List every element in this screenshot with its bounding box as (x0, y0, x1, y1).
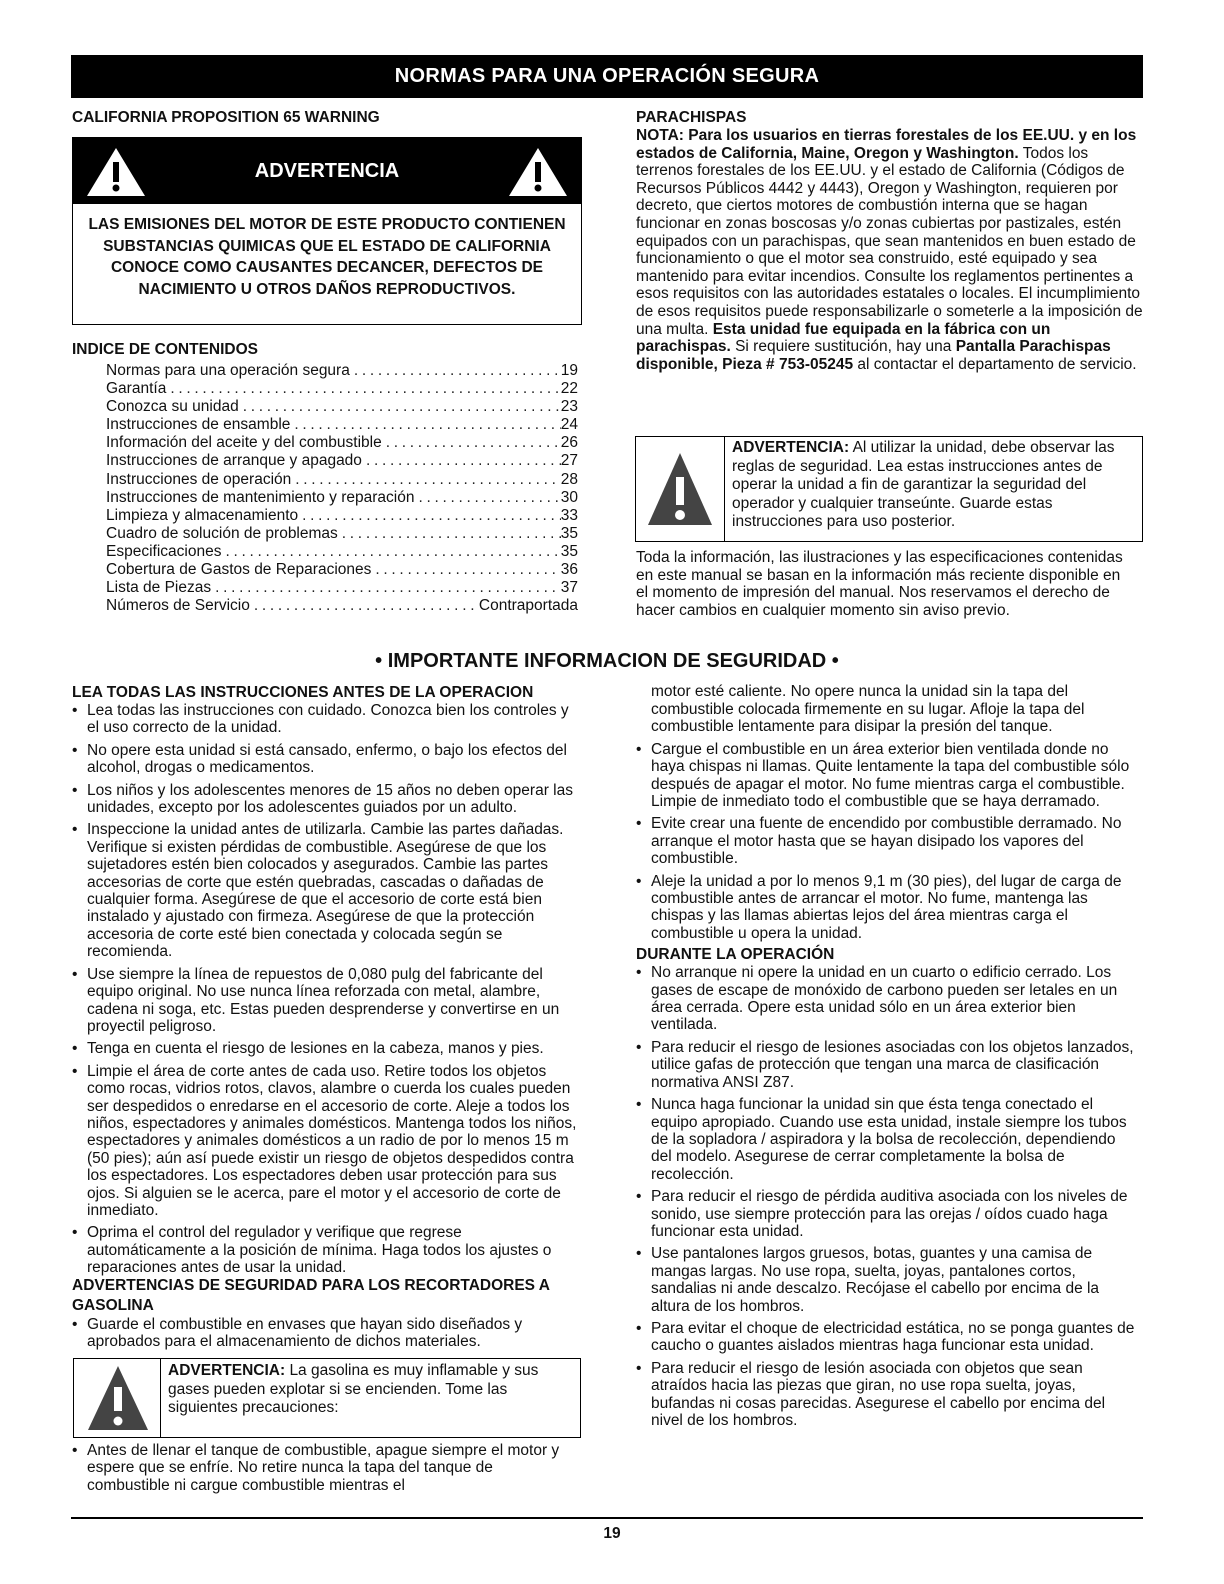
read-instructions-heading: LEA TODAS LAS INSTRUCCIONES ANTES DE LA OPERACION (72, 684, 534, 701)
list-item: • Limpie el área de corte antes de cada uso. Retire todos los objetos como rocas, vidrios rotos, clavos, alambre o cuerda los cuales pueden ser despedidos o enredarse en el accesorio de corte. Aleje a todos los niños, espectadores y animales domésticos. Mantenga todos los niños, espectadores y animales domésticos a un radio de por lo menos 15 m (50 pies); aún así puede existir un riesgo de objetos despedidos contra los espectadores. Los espectadores deben usar protección para sus ojos. Si alguien se le acerca, pare el motor y el accesorio de corte de inmediato. (72, 1063, 580, 1220)
toc-row (106, 525, 578, 543)
toc-title: Garantía (106, 380, 167, 398)
continued-text: motor esté caliente. No opere nunca la unidad sin la tapa del combustible colocada firmemente en su lugar. Afloje la tapa del combustible lentamente para disipar la presión del tanque. (651, 683, 1085, 736)
note-bold: NOTA: Para los usuarios en tierras forestales de los EE.UU. y en los estados de California, Maine, Oregon y Washington. (636, 127, 1137, 162)
toc-title: Cobertura de Gastos de Reparaciones (106, 561, 372, 579)
toc-leader (371, 561, 560, 579)
toc-page: Contraportada (478, 597, 578, 615)
toc-leader (291, 471, 560, 489)
gasoline-caution-box (73, 1358, 581, 1438)
toc-title: Información del aceite y del combustible (106, 434, 382, 452)
spark-arrester-note (636, 127, 1144, 373)
toc-page: 26 (560, 434, 578, 452)
prop65-heading: CALIFORNIA PROPOSITION 65 WARNING (72, 109, 380, 126)
list-item: • Use pantalones largos gruesos, botas, guantes y una camisa de mangas largas. No use ropa, suelta, joyas, pantalones cortos, sandalias ni ande descalzo. Recójase el cabello por encima de la altura de los hombros. (636, 1245, 1136, 1315)
list-item: • Aleje la unidad a por lo menos 9,1 m (30 pies), del lugar de carga de combustible antes de arrancar el motor. No fume, mantenga las chispas y las llamas abiertas lejos del área mientras carga el combustible u opera la unidad. (636, 873, 1136, 943)
caution-icon-cell (74, 1359, 161, 1437)
list-item: • Guarde el combustible en envases que hayan sido diseñados y aprobados para el almacenamiento de dichos materiales. (72, 1316, 580, 1351)
caution-box (635, 436, 1143, 542)
toc-row (106, 489, 578, 507)
gasoline-caution-body: La gasolina es muy inflamable y sus gases pueden explotar si se encienden. Tome las siguientes precauciones: (168, 1362, 539, 1416)
caution-text (732, 439, 1138, 532)
gasoline-list (72, 1316, 580, 1351)
toc-leader (362, 452, 561, 470)
list-item: • No opere esta unidad si está cansado, enfermo, o bajo los efectos del alcohol, drogas o medicamentos. (72, 742, 580, 777)
toc-page: 27 (560, 452, 578, 470)
footer-rule (71, 1517, 1143, 1519)
page-number: 19 (603, 1525, 621, 1542)
prop65-warning-text: LAS EMISIONES DEL MOTOR DE ESTE PRODUCTO CONTIENEN SUBSTANCIAS QUIMICAS QUE EL ESTADO DE CALIFORNIA CONOCE COMO CAUSANTES DECANCER, DEFECTOS DE NACIMIENTO U OTROS DAÑOS REPRODUCTIVOS. (88, 216, 566, 298)
toc-row (106, 398, 578, 416)
toc-page: 19 (560, 362, 578, 379)
toc-row (106, 471, 578, 489)
table-of-contents (106, 362, 578, 615)
list-item: • Lea todas las instrucciones con cuidado. Conozca bien los controles y el uso correcto de la unidad. (72, 702, 580, 737)
toc-title: Instrucciones de arranque y apagado (106, 452, 362, 470)
fueling-list (636, 741, 1136, 942)
note-bold-3: Pantalla Parachispas disponible, Pieza # 753-05245 (636, 338, 1111, 373)
disclaimer-text: Toda la información, las ilustraciones y las especificaciones contenidas en este manual se basan en la información más reciente disponible en el momento de impresión del manual. Nos reservamos el derecho de hacer cambios en cualquier momento sin aviso previo. (636, 549, 1123, 619)
caution-label: ADVERTENCIA: (732, 439, 850, 456)
list-item: • Para reducir el riesgo de lesiones asociadas con los objetos lanzados, utilice gafas de protección que tengan una marca de clasificación normativa ANSI Z87. (636, 1039, 1136, 1091)
warning-triangle-icon (507, 146, 569, 198)
toc-title: Instrucciones de operación (106, 470, 292, 488)
toc-leader (298, 507, 561, 525)
instruction-list (72, 702, 580, 1277)
toc-row (106, 452, 578, 470)
gasoline-caution-text (168, 1362, 572, 1418)
gasoline-caution-label: ADVERTENCIA: (168, 1362, 286, 1379)
toc-row (106, 434, 578, 452)
toc-leader (239, 398, 561, 416)
toc-heading: INDICE DE CONTENIDOS (72, 341, 259, 358)
list-item: • Inspeccione la unidad antes de utilizarla. Cambie las partes dañadas. Verifique si existen pérdidas de combustible. Asegúrese de que los sujetadores estén bien colocados y asegurados. Cambie las partes accesorias de corte que estén quebradas, cascadas o dañadas de cualquier forma. Asegúrese de que el accesorio de corte está bien instalado y ajustado con firmeza. Asegúrese de que la protección accesoria de corte esté bien conectada y colocada según se recomienda. (72, 821, 580, 960)
toc-page: 23 (560, 398, 578, 416)
toc-page: 24 (560, 416, 578, 434)
toc-row (106, 416, 578, 434)
toc-leader (350, 362, 561, 380)
spark-arrester-section (636, 108, 1144, 373)
toc-title: Especificaciones (106, 542, 222, 560)
during-operation-heading: DURANTE LA OPERACIÓN (636, 946, 835, 964)
toc-title: Conozca su unidad (106, 398, 239, 416)
list-item: • Evite crear una fuente de encendido por combustible derramado. No arranque el motor hasta que se hayan disipado los vapores del combustible. (636, 815, 1136, 867)
note-text-2: Si requiere sustitución, hay una (735, 338, 952, 356)
right-bottom-column (636, 683, 1136, 1434)
toc-leader (211, 579, 561, 597)
caution-icon-cell (636, 437, 725, 541)
page-banner: NORMAS PARA UNA OPERACIÓN SEGURA (71, 55, 1143, 98)
toc-leader (382, 434, 561, 452)
note-text-3: al contactar el departamento de servicio. (857, 355, 1137, 373)
toc-title: Lista de Piezas (106, 579, 212, 597)
list-item: • Antes de llenar el tanque de combustible, apague siempre el motor y espere que se enfríe. No retire nunca la tapa del tanque de combustible ni cargue combustible mientras el (72, 1442, 572, 1494)
gasoline-heading: ADVERTENCIAS DE SEGURIDAD PARA LOS RECORTADORES A GASOLINA (72, 1276, 550, 1314)
toc-row (106, 579, 578, 597)
toc-leader (221, 543, 560, 561)
list-item: • Oprima el control del regulador y verifique que regrese automáticamente a la posición de mínima. Haga todos los ajustes o reparaciones antes de usar la unidad. (72, 1224, 580, 1276)
warning-triangle-icon (646, 449, 714, 529)
toc-leader (290, 416, 560, 434)
toc-page: 30 (560, 488, 578, 506)
list-item: • Nunca haga funcionar la unidad sin que ésta tenga conectado el equipo apropiado. Cuando use esta unidad, instale siempre los tubos de la sopladora / aspiradora y la bolsa de recolección, dependiendo del modelo. Asegurese de cerrar completamente la bolsa de recolección. (636, 1096, 1136, 1183)
toc-title: Instrucciones de mantenimiento y reparación (106, 488, 415, 506)
toc-title: Limpieza y almacenamiento (106, 506, 299, 524)
toc-row (106, 561, 578, 579)
toc-page: 37 (560, 579, 578, 597)
warning-title: ADVERTENCIA (254, 160, 400, 182)
toc-page: 22 (560, 380, 578, 398)
toc-leader (338, 525, 561, 543)
toc-page: 28 (560, 470, 578, 488)
caution-body: Al utilizar la unidad, debe observar las reglas de seguridad. Lea estas instrucciones antes de operar la unidad a fin de garantizar la seguridad del operador y cualquier transeúnte. Guarde estas instrucciones para uso posterior. (732, 439, 1115, 530)
toc-title: Cuadro de solución de problemas (106, 524, 338, 542)
toc-page: 35 (560, 524, 578, 542)
fuel-list-continued (72, 1442, 572, 1499)
warning-triangle-icon (85, 146, 147, 198)
prop65-warning-box (72, 137, 582, 325)
warning-header (73, 138, 581, 204)
list-item: • Tenga en cuenta el riesgo de lesiones en la cabeza, manos y pies. (72, 1040, 580, 1057)
toc-row (106, 543, 578, 561)
operation-list (636, 964, 1136, 1429)
spark-arrester-heading: PARACHISPAS (636, 109, 747, 126)
list-item: • Para reducir el riesgo de pérdida auditiva asociada con los niveles de sonido, use siempre protección para las orejas / oídos cuado haga funcionar esta unidad. (636, 1188, 1136, 1240)
left-bottom-column (72, 683, 580, 1355)
toc-row (106, 597, 578, 615)
toc-row (106, 507, 578, 525)
list-item: • Cargue el combustible en un área exterior bien ventilada donde no haya chispas ni llamas. Quite lentamente la tapa del combustible sólo después de apagar el motor. No fume mientras carga el combustible. Limpie de inmediato todo el combustible que se haya derramado. (636, 741, 1136, 811)
toc-page: 36 (560, 561, 578, 579)
toc-title: Instrucciones de ensamble (106, 416, 291, 434)
fuel-list (72, 1442, 572, 1494)
list-item: • Para reducir el riesgo de lesión asociada con objetos que sean atraídos hacia las piezas que giran, no use ropa suelta, joyas, bufandas ni cosas parecidas. Asegurese el cabello por encima del nivel de los hombros. (636, 1360, 1136, 1430)
toc-leader (250, 597, 479, 615)
toc-page: 35 (560, 542, 578, 560)
toc-title: Normas para una operación segura (106, 362, 350, 379)
note-text: Todos los terrenos forestales de los EE.UU. y el estado de California (Códigos de Recursos Públicos 4442 y 4443), Oregon y Washington, requieren por decreto, que ciertos motores de combustión interna que se hagan funcionar en zonas boscosas y/o zonas cubiertas por pastizales, estén equipados con un parachispas, que sean mantenidos en buen estado de funcionamiento o que el motor sea construido, esté equipado y sea mantenido para evitar incendios. Consulte los reglamentos pertinentes a esos requisitos con las autoridades estatales o locales. El incumplimiento de esos requisitos puede responsabilizarle o someterle a la imposición de una multa. (636, 144, 1143, 338)
toc-row (106, 380, 578, 398)
warning-triangle-icon (86, 1363, 150, 1433)
toc-leader (414, 489, 560, 507)
toc-title: Números de Servicio (106, 597, 250, 615)
note-bold-2: Esta unidad fue equipada en la fábrica con un parachispas. (636, 320, 1051, 356)
section-title: • IMPORTANTE INFORMACION DE SEGURIDAD • (375, 650, 839, 672)
list-item: • No arranque ni opere la unidad en un cuarto o edificio cerrado. Los gases de escape de monóxido de carbono pueden ser letales en un área cerrada. Opere esta unidad sólo en un área exterior bien ventilada. (636, 964, 1136, 1034)
toc-page: 33 (560, 506, 578, 524)
toc-row (106, 362, 578, 380)
toc-leader (166, 380, 560, 398)
list-item: • Para evitar el choque de electricidad estática, no se ponga guantes de caucho o guantes aislados mientras haga funcionar esta unidad. (636, 1320, 1136, 1355)
list-item: • Los niños y los adolescentes menores de 15 años no deben operar las unidades, excepto por los adolescentes guiados por un adulto. (72, 782, 580, 817)
list-item: • Use siempre la línea de repuestos de 0,080 pulg del fabricante del equipo original. No use nunca línea reforzada con metal, alambre, cadena ni soga, etc. Estas pueden desprenderse y convertirse en un proyectil peligroso. (72, 966, 580, 1036)
